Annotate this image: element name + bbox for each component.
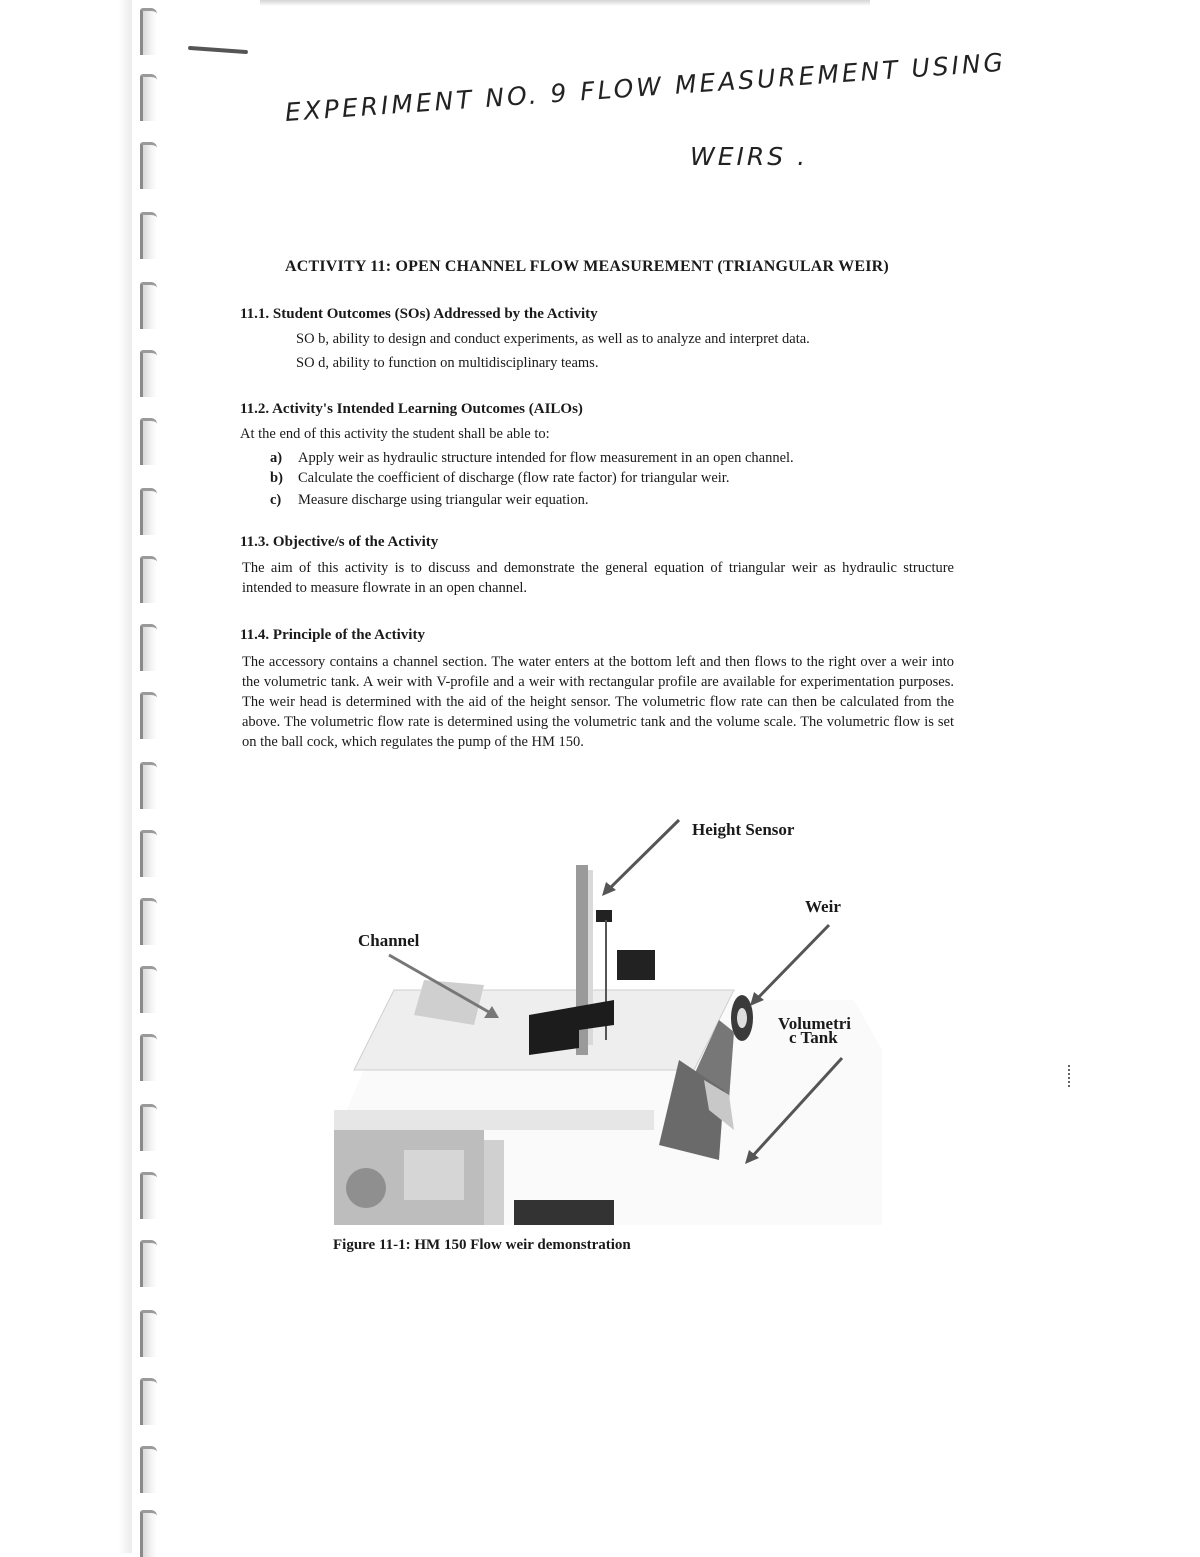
section-heading-objectives: 11.3. Objective/s of the Activity <box>240 534 439 550</box>
label-volumetric-tank: Volumetri <box>778 1014 852 1033</box>
binding-ring <box>140 350 157 397</box>
handwritten-heading-line1: EXPERIMENT NO. 9 FLOW MEASUREMENT USING <box>283 47 1007 127</box>
binding-ring <box>140 1446 157 1493</box>
so-line: SO d, ability to function on multidisciplinary teams. <box>296 355 599 371</box>
page-edge-shadow <box>118 0 132 1553</box>
binding-ring <box>140 1104 157 1151</box>
ailos-intro: At the end of this activity the student shall be able to: <box>240 426 550 442</box>
binding-ring <box>140 8 157 55</box>
ball-cock-knob <box>346 1168 386 1208</box>
section-heading-student-outcomes: 11.1. Student Outcomes (SOs) Addressed by the Activity <box>240 306 598 322</box>
list-item <box>270 450 794 467</box>
list-item-label: b) <box>270 470 283 486</box>
label-channel: Channel <box>358 931 420 950</box>
list-item-label: a) <box>270 450 283 466</box>
binding-ring <box>140 830 157 877</box>
so-line: SO b, ability to design and conduct experiments, as well as to analyze and interpret data. <box>296 331 810 347</box>
label-volumetric-tank-cut-text: c Tank <box>789 1028 838 1047</box>
binding-ring <box>140 282 157 329</box>
height-sensor-clamp <box>596 910 612 922</box>
weir-valve-center <box>737 1008 747 1028</box>
binding-ring <box>140 1172 157 1219</box>
binding-ring <box>140 1240 157 1287</box>
section-heading-principle: 11.4. Principle of the Activity <box>240 627 425 643</box>
frame-rail <box>334 1110 654 1130</box>
binding-ring <box>140 762 157 809</box>
label-height-sensor: Height Sensor <box>692 820 795 839</box>
binding-ring <box>140 1510 157 1557</box>
binding-ring <box>140 418 157 465</box>
binding-ring <box>140 212 157 259</box>
activity-title: ACTIVITY 11: OPEN CHANNEL FLOW MEASUREMENT (TRIANGULAR WEIR) <box>285 258 889 275</box>
objectives-paragraph: The aim of this activity is to discuss and demonstrate the general equation of triangular weir as hydraulic structure intended to measure flowrate in an open channel. <box>242 560 954 596</box>
binding-ring <box>140 898 157 945</box>
handwritten-heading-line2: WEIRS . <box>690 142 809 171</box>
binding-ring <box>140 142 157 189</box>
weir-arrow <box>754 925 829 1002</box>
binding-ring <box>140 1310 157 1357</box>
binding-ring <box>140 556 157 603</box>
binding-ring <box>140 488 157 535</box>
height-sensor-arrow <box>606 820 679 892</box>
binding-ring <box>140 1034 157 1081</box>
list-item-text: Measure discharge using triangular weir equation. <box>298 492 589 508</box>
list-item <box>270 492 588 509</box>
section-heading-ailos: 11.2. Activity's Intended Learning Outcomes (AILOs) <box>240 401 583 417</box>
binding-ring <box>140 966 157 1013</box>
pen-mark <box>188 46 248 54</box>
binding-ring <box>140 74 157 121</box>
list-item-label: c) <box>270 492 282 508</box>
principle-paragraph: The accessory contains a channel section. The water enters at the bottom left and then flows to the right over a weir into the volumetric tank. A weir with V-profile and a weir with rectangular profile are available for experimentation purposes. The weir head is determined with the aid of the height sensor. The volumetric flow rate can then be calculated from the above. The volumetric flow rate is determined using the volumetric tank and the volume scale. The volumetric flow is set on the ball cock, which regulates the pump of the HM 150. <box>242 654 954 750</box>
list-item-text: Calculate the coefficient of discharge (flow rate factor) for triangular weir. <box>298 470 730 486</box>
sensor-knob <box>617 950 655 980</box>
figure-caption: Figure 11-1: HM 150 Flow weir demonstration <box>333 1237 631 1253</box>
figure-hm150 <box>334 810 882 1225</box>
list-item <box>270 470 729 487</box>
scan-artifact <box>260 0 870 6</box>
scan-artifact <box>1068 1065 1074 1087</box>
label-volumetric-tank-cut <box>789 1028 838 1047</box>
label-weir: Weir <box>805 897 841 916</box>
binding-ring <box>140 692 157 739</box>
valve-block <box>404 1150 464 1200</box>
spiral-binding <box>0 0 175 1553</box>
list-item-text: Apply weir as hydraulic structure intended for flow measurement in an open channel. <box>298 450 794 466</box>
base-bar <box>514 1200 614 1225</box>
frame-post <box>484 1140 504 1225</box>
binding-ring <box>140 1378 157 1425</box>
binding-ring <box>140 624 157 671</box>
